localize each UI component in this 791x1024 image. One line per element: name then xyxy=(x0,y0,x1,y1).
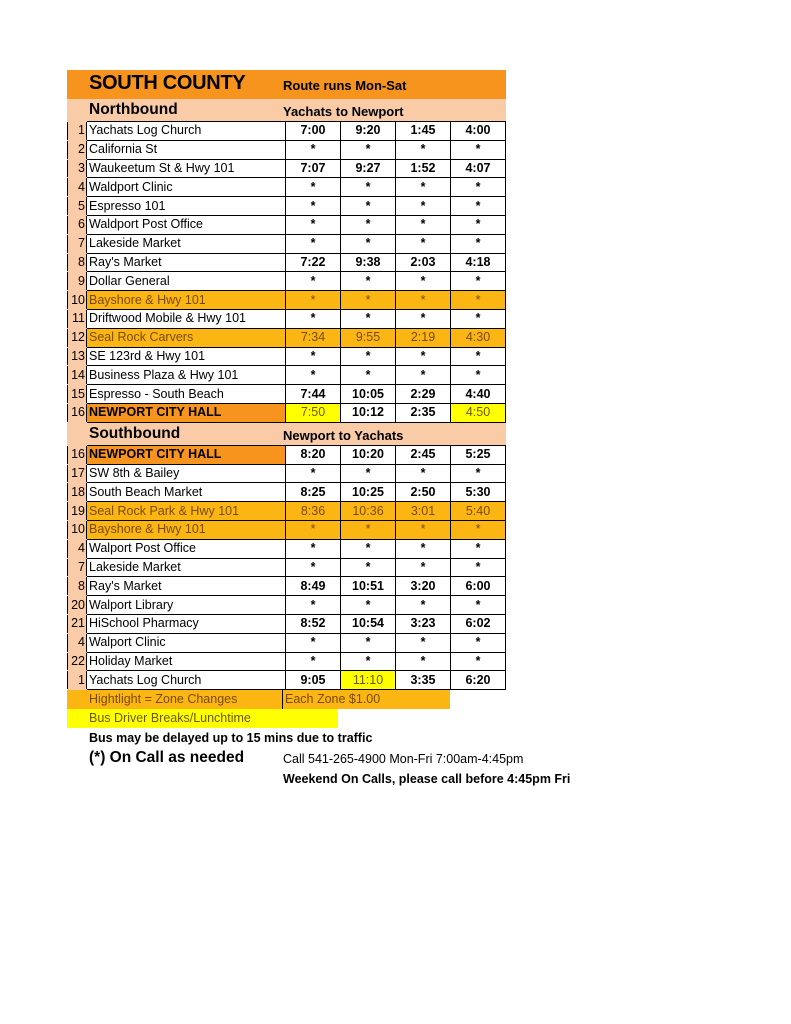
stop-number: 8 xyxy=(68,577,87,596)
stop-time: 2:35 xyxy=(396,403,451,422)
weekend-info: Weekend On Calls, please call before 4:45pm Fri xyxy=(283,772,571,786)
schedule-row xyxy=(68,140,506,159)
stop-number: 4 xyxy=(68,178,87,197)
stop-time: * xyxy=(286,347,341,366)
stop-number: 8 xyxy=(68,253,87,272)
stop-time: * xyxy=(396,652,451,671)
stop-time: 10:20 xyxy=(341,445,396,464)
stop-time: * xyxy=(286,558,341,577)
stop-time: * xyxy=(286,652,341,671)
stop-time: 8:52 xyxy=(286,614,341,633)
stop-time: * xyxy=(396,140,451,159)
northbound-direction: Yachats to Newport xyxy=(283,104,404,119)
stop-name: California St xyxy=(87,140,286,159)
stop-time: 4:50 xyxy=(451,403,506,422)
schedule-row xyxy=(68,652,506,671)
legend xyxy=(67,690,506,728)
stop-number: 16 xyxy=(68,403,87,422)
stop-time: 5:30 xyxy=(451,483,506,502)
stop-time: 10:12 xyxy=(341,403,396,422)
stop-time: * xyxy=(341,234,396,253)
route-title: SOUTH COUNTY xyxy=(89,72,246,94)
stop-name: Holiday Market xyxy=(87,652,286,671)
stop-time: * xyxy=(286,309,341,328)
stop-time: 9:27 xyxy=(341,159,396,178)
stop-number: 10 xyxy=(68,291,87,310)
stop-name: Waldport Post Office xyxy=(87,215,286,234)
stop-number: 20 xyxy=(68,596,87,615)
delay-note: Bus may be delayed up to 15 mins due to traffic xyxy=(89,731,373,745)
stop-name: NEWPORT CITY HALL xyxy=(87,445,286,464)
stop-number: 14 xyxy=(68,366,87,385)
stop-time: 9:20 xyxy=(341,122,396,141)
stop-time: 2:50 xyxy=(396,483,451,502)
stop-name: Dollar General xyxy=(87,272,286,291)
southbound-direction: Newport to Yachats xyxy=(283,427,404,443)
stop-time: * xyxy=(341,309,396,328)
schedule-row xyxy=(68,403,506,422)
stop-time: 2:29 xyxy=(396,385,451,404)
stop-time: * xyxy=(341,347,396,366)
stop-time: * xyxy=(341,272,396,291)
stop-name: NEWPORT CITY HALL xyxy=(87,403,286,422)
schedule-row xyxy=(68,272,506,291)
stop-number: 1 xyxy=(68,671,87,690)
stop-time: 10:51 xyxy=(341,577,396,596)
stop-time: * xyxy=(451,234,506,253)
stop-time: * xyxy=(451,366,506,385)
stop-name: South Beach Market xyxy=(87,483,286,502)
call-info: Call 541-265-4900 Mon-Fri 7:00am-4:45pm xyxy=(283,752,524,766)
stop-time: * xyxy=(451,652,506,671)
stop-number: 12 xyxy=(68,328,87,347)
stop-time: * xyxy=(396,539,451,558)
stop-name: SW 8th & Bailey xyxy=(87,464,286,483)
schedule-row xyxy=(68,483,506,502)
stop-time: * xyxy=(451,464,506,483)
stop-time: * xyxy=(286,178,341,197)
stop-time: 4:30 xyxy=(451,328,506,347)
stop-time: * xyxy=(341,520,396,539)
stop-time: * xyxy=(286,234,341,253)
stop-time: * xyxy=(341,558,396,577)
stop-number: 16 xyxy=(68,445,87,464)
stop-name: Walport Post Office xyxy=(87,539,286,558)
stop-time: * xyxy=(396,178,451,197)
stop-time: * xyxy=(451,309,506,328)
stop-time: * xyxy=(286,366,341,385)
stop-time: 2:19 xyxy=(396,328,451,347)
stop-number: 18 xyxy=(68,483,87,502)
zone-change-legend: Hightlight = Zone Changes xyxy=(67,690,282,709)
schedule-row xyxy=(68,464,506,483)
stop-time: 7:44 xyxy=(286,385,341,404)
stop-time: * xyxy=(286,464,341,483)
stop-time: * xyxy=(341,197,396,216)
stop-time: * xyxy=(396,633,451,652)
schedule-row xyxy=(68,309,506,328)
stop-number: 3 xyxy=(68,159,87,178)
southbound-table xyxy=(67,445,506,690)
schedule-row xyxy=(68,215,506,234)
stop-name: Espresso - South Beach xyxy=(87,385,286,404)
northbound-title: Northbound xyxy=(89,101,178,118)
stop-name: Bayshore & Hwy 101 xyxy=(87,520,286,539)
stop-time: * xyxy=(286,215,341,234)
stop-time: 8:25 xyxy=(286,483,341,502)
stop-time: 7:50 xyxy=(286,403,341,422)
stop-time: * xyxy=(451,272,506,291)
stop-time: * xyxy=(396,272,451,291)
stop-time: * xyxy=(451,558,506,577)
stop-time: 1:45 xyxy=(396,122,451,141)
schedule-row xyxy=(68,253,506,272)
stop-name: HiSchool Pharmacy xyxy=(87,614,286,633)
schedule-row xyxy=(68,577,506,596)
stop-name: Waukeetum St & Hwy 101 xyxy=(87,159,286,178)
stop-time: 3:23 xyxy=(396,614,451,633)
stop-time: * xyxy=(396,309,451,328)
stop-time: * xyxy=(341,366,396,385)
stop-number: 5 xyxy=(68,197,87,216)
stop-number: 10 xyxy=(68,520,87,539)
stop-time: * xyxy=(396,520,451,539)
stop-time: * xyxy=(451,596,506,615)
stop-time: 8:36 xyxy=(286,502,341,521)
stop-time: 6:00 xyxy=(451,577,506,596)
stop-time: 10:36 xyxy=(341,502,396,521)
stop-time: 10:25 xyxy=(341,483,396,502)
stop-number: 11 xyxy=(68,309,87,328)
stop-time: * xyxy=(341,215,396,234)
stop-time: 7:00 xyxy=(286,122,341,141)
schedule-row xyxy=(68,347,506,366)
stop-time: * xyxy=(286,140,341,159)
stop-time: 11:10 xyxy=(341,671,396,690)
stop-time: 4:07 xyxy=(451,159,506,178)
schedule-row xyxy=(68,614,506,633)
stop-number: 7 xyxy=(68,234,87,253)
stop-time: 5:40 xyxy=(451,502,506,521)
stop-time: * xyxy=(451,633,506,652)
stop-number: 2 xyxy=(68,140,87,159)
stop-time: * xyxy=(341,652,396,671)
stop-number: 4 xyxy=(68,539,87,558)
stop-time: * xyxy=(396,215,451,234)
stop-time: * xyxy=(451,140,506,159)
stop-time: * xyxy=(396,197,451,216)
stop-name: Waldport Clinic xyxy=(87,178,286,197)
driver-break-legend: Bus Driver Breaks/Lunchtime xyxy=(67,709,338,728)
stop-time: 10:05 xyxy=(341,385,396,404)
stop-time: * xyxy=(451,539,506,558)
stop-time: * xyxy=(341,539,396,558)
southbound-title: Southbound xyxy=(89,424,181,442)
stop-name: Seal Rock Park & Hwy 101 xyxy=(87,502,286,521)
stop-time: * xyxy=(286,272,341,291)
stop-time: 4:18 xyxy=(451,253,506,272)
stop-time: 4:40 xyxy=(451,385,506,404)
stop-number: 21 xyxy=(68,614,87,633)
fare-legend: Each Zone $1.00 xyxy=(282,690,450,709)
stop-name: Lakeside Market xyxy=(87,234,286,253)
schedule-row xyxy=(68,539,506,558)
stop-time: * xyxy=(451,178,506,197)
schedule-row xyxy=(68,445,506,464)
stop-time: * xyxy=(451,291,506,310)
stop-number: 19 xyxy=(68,502,87,521)
stop-time: * xyxy=(396,234,451,253)
stop-time: 7:07 xyxy=(286,159,341,178)
schedule-row xyxy=(68,502,506,521)
stop-number: 15 xyxy=(68,385,87,404)
stop-name: Driftwood Mobile & Hwy 101 xyxy=(87,309,286,328)
stop-number: 1 xyxy=(68,122,87,141)
stop-name: Ray's Market xyxy=(87,577,286,596)
stop-name: Yachats Log Church xyxy=(87,671,286,690)
stop-number: 7 xyxy=(68,558,87,577)
stop-time: * xyxy=(451,215,506,234)
stop-time: * xyxy=(451,520,506,539)
schedule-row xyxy=(68,558,506,577)
title-bar xyxy=(67,70,506,99)
stop-name: Yachats Log Church xyxy=(87,122,286,141)
stop-time: * xyxy=(396,464,451,483)
schedule-row xyxy=(68,291,506,310)
stop-time: * xyxy=(451,197,506,216)
schedule-row xyxy=(68,385,506,404)
stop-name: SE 123rd & Hwy 101 xyxy=(87,347,286,366)
stop-name: Walport Library xyxy=(87,596,286,615)
stop-time: 2:45 xyxy=(396,445,451,464)
schedule-row xyxy=(68,234,506,253)
stop-time: * xyxy=(341,178,396,197)
stop-time: * xyxy=(396,291,451,310)
stop-number: 22 xyxy=(68,652,87,671)
stop-time: 2:03 xyxy=(396,253,451,272)
route-days: Route runs Mon-Sat xyxy=(283,78,407,93)
stop-time: * xyxy=(286,291,341,310)
stop-time: 4:00 xyxy=(451,122,506,141)
stop-time: 9:55 xyxy=(341,328,396,347)
southbound-header xyxy=(67,423,506,445)
stop-time: 1:52 xyxy=(396,159,451,178)
stop-time: 7:22 xyxy=(286,253,341,272)
stop-time: 8:49 xyxy=(286,577,341,596)
schedule-row xyxy=(68,328,506,347)
stop-time: * xyxy=(341,291,396,310)
stop-time: * xyxy=(341,633,396,652)
stop-number: 9 xyxy=(68,272,87,291)
stop-name: Ray's Market xyxy=(87,253,286,272)
stop-time: 3:35 xyxy=(396,671,451,690)
northbound-table xyxy=(67,121,506,423)
northbound-header xyxy=(67,99,506,121)
stop-number: 6 xyxy=(68,215,87,234)
stop-time: * xyxy=(286,539,341,558)
stop-time: 8:20 xyxy=(286,445,341,464)
stop-time: * xyxy=(396,558,451,577)
schedule-row xyxy=(68,633,506,652)
stop-name: Bayshore & Hwy 101 xyxy=(87,291,286,310)
stop-time: 9:05 xyxy=(286,671,341,690)
stop-time: 6:20 xyxy=(451,671,506,690)
stop-number: 4 xyxy=(68,633,87,652)
schedule-row xyxy=(68,122,506,141)
stop-time: * xyxy=(286,520,341,539)
stop-name: Lakeside Market xyxy=(87,558,286,577)
stop-time: 5:25 xyxy=(451,445,506,464)
stop-time: 3:01 xyxy=(396,502,451,521)
stop-name: Walport Clinic xyxy=(87,633,286,652)
stop-name: Seal Rock Carvers xyxy=(87,328,286,347)
stop-time: 7:34 xyxy=(286,328,341,347)
schedule-row xyxy=(68,159,506,178)
stop-time: 3:20 xyxy=(396,577,451,596)
stop-time: * xyxy=(286,633,341,652)
stop-time: * xyxy=(341,140,396,159)
stop-time: * xyxy=(451,347,506,366)
schedule-row xyxy=(68,596,506,615)
stop-time: * xyxy=(341,464,396,483)
on-call-note: (*) On Call as needed xyxy=(89,749,245,766)
stop-time: * xyxy=(396,596,451,615)
stop-time: 6:02 xyxy=(451,614,506,633)
stop-time: * xyxy=(286,197,341,216)
schedule-sheet xyxy=(67,70,506,728)
schedule-row xyxy=(68,671,506,690)
stop-number: 17 xyxy=(68,464,87,483)
stop-time: 9:38 xyxy=(341,253,396,272)
stop-time: * xyxy=(396,347,451,366)
schedule-row xyxy=(68,520,506,539)
schedule-row xyxy=(68,178,506,197)
stop-time: * xyxy=(341,596,396,615)
stop-name: Business Plaza & Hwy 101 xyxy=(87,366,286,385)
stop-time: * xyxy=(286,596,341,615)
stop-time: 10:54 xyxy=(341,614,396,633)
schedule-row xyxy=(68,197,506,216)
stop-number: 13 xyxy=(68,347,87,366)
stop-time: * xyxy=(396,366,451,385)
stop-name: Espresso 101 xyxy=(87,197,286,216)
schedule-row xyxy=(68,366,506,385)
